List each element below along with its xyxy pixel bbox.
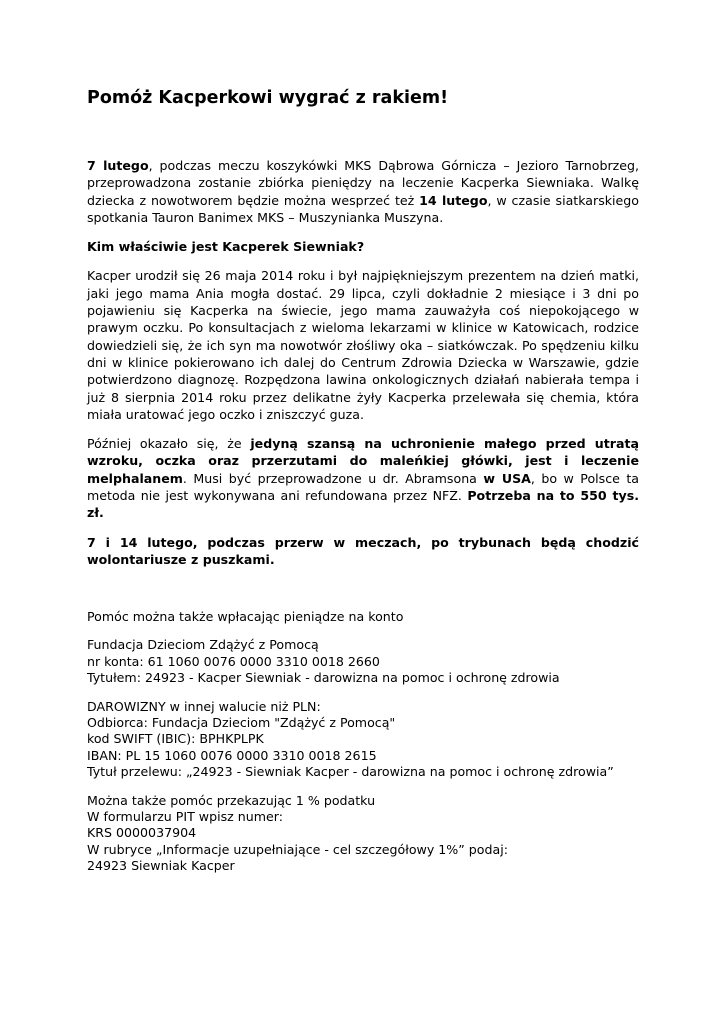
bold-span: Potrzeba na to 550 tys. zł.	[87, 488, 639, 521]
section-heading: Kim właściwie jest Kacperek Siewniak?	[87, 239, 365, 255]
pln-account-block	[87, 637, 639, 686]
account-line: Tytułem: 24923 - Kacper Siewniak - darowizna na pomoc i ochronę zdrowia	[87, 669, 560, 685]
help-intro	[87, 609, 639, 625]
paragraph-story: Kacper urodził się 26 maja 2014 roku i był najpiękniejszym prezentem na dzień matki, jaki jego mama Ania mogła dostać. 29 lipca, czyli dokładnie 2 miesiące i 3 dni po pojawieniu się Kacperka na świecie, jego mama zauważyła coś niepokojącego w prawym oczku. Po konsultacjach z wieloma lekarzami w klinice w Katowicach, rodzice dowiedzieli się, że ich syn ma nowotwór złośliwy oka – siatkówczak. Po spędzeniu kilku dni w klinice pokierowano ich dalej do Centrum Zdrowia Dziecka w Warszawie, gdzie potwierdzono diagnozę. Rozpędzona lawina onkologicznych działań nabierała tempa i już 8 sierpnia 2014 roku przez delikatne żyły Kacperka przelewała się chemia, która miała uratować jego oczko i zniszczyć guza.	[87, 268, 639, 422]
text-span: , podczas meczu koszykówki MKS Dąbrowa Górnicza – Jezioro Tarnobrzeg, przeprowadzona zostanie zbiórka pieniędzy na leczenie Kacperka Siewniaka. Walkę dziecka z nowotworem będzie można wesprzeć też	[87, 158, 639, 208]
text-span: Później okazało się, że	[87, 436, 251, 452]
foreign-line: Tytuł przelewu: „24923 - Siewniak Kacper - darowizna na pomoc i ochronę zdrowia”	[87, 763, 614, 779]
bold-span: jedyną szansą na uchronienie małego przed utratą wzroku, oczka oraz przerzutami do maleńkiej główki, jest i leczenie melphalanem	[87, 436, 639, 486]
date-highlight: 14 lutego	[419, 192, 488, 208]
tax-line: 24923 Siewniak Kacper	[87, 857, 235, 873]
foreign-line: DAROWIZNY w innej walucie niż PLN:	[87, 699, 321, 715]
text-span: , w czasie siatkarskiego spotkania Tauron Banimex MKS – Muszynianka Muszyna.	[87, 192, 639, 225]
tax-line: Można także pomóc przekazując 1 % podatku	[87, 793, 376, 809]
foreign-line: Odbiorca: Fundacja Dzieciom "Zdążyć z Pomocą"	[87, 715, 396, 731]
account-line: nr konta: 61 1060 0076 0000 3310 0018 2660	[87, 653, 380, 669]
paragraph-treatment	[87, 435, 639, 521]
foreign-currency-block	[87, 699, 639, 780]
help-intro-line: Pomóc można także wpłacając pieniądze na konto	[87, 609, 404, 625]
foreign-line: kod SWIFT (IBIC): BPHKPLPK	[87, 731, 264, 747]
tax-line: W formularzu PIT wpisz numer:	[87, 809, 283, 825]
bold-span: w USA	[483, 470, 531, 486]
text-span: . Musi być przeprowadzone u dr. Abramsona	[182, 470, 484, 486]
tax-block	[87, 793, 639, 874]
paragraph-volunteers: 7 i 14 lutego, podczas przerw w meczach, po trybunach będą chodzić wolontariusze z puszkami.	[87, 534, 639, 567]
date-highlight: 7 lutego	[87, 158, 149, 173]
tax-line: W rubryce „Informacje uzupełniające - cel szczegółowy 1%” podaj:	[87, 841, 508, 857]
paragraph-fundraiser	[87, 157, 639, 226]
foreign-line: IBAN: PL 15 1060 0076 0000 3310 0018 2615	[87, 747, 377, 763]
page-title: Pomóż Kacperkowi wygrać z rakiem!	[87, 88, 449, 108]
text-span: , bo w Polsce ta metoda nie jest wykonywana ani refundowana przez NFZ.	[87, 470, 640, 504]
document-page	[87, 86, 639, 874]
tax-line: KRS 0000037904	[87, 825, 197, 841]
account-line: Fundacja Dzieciom Zdążyć z Pomocą	[87, 637, 319, 653]
